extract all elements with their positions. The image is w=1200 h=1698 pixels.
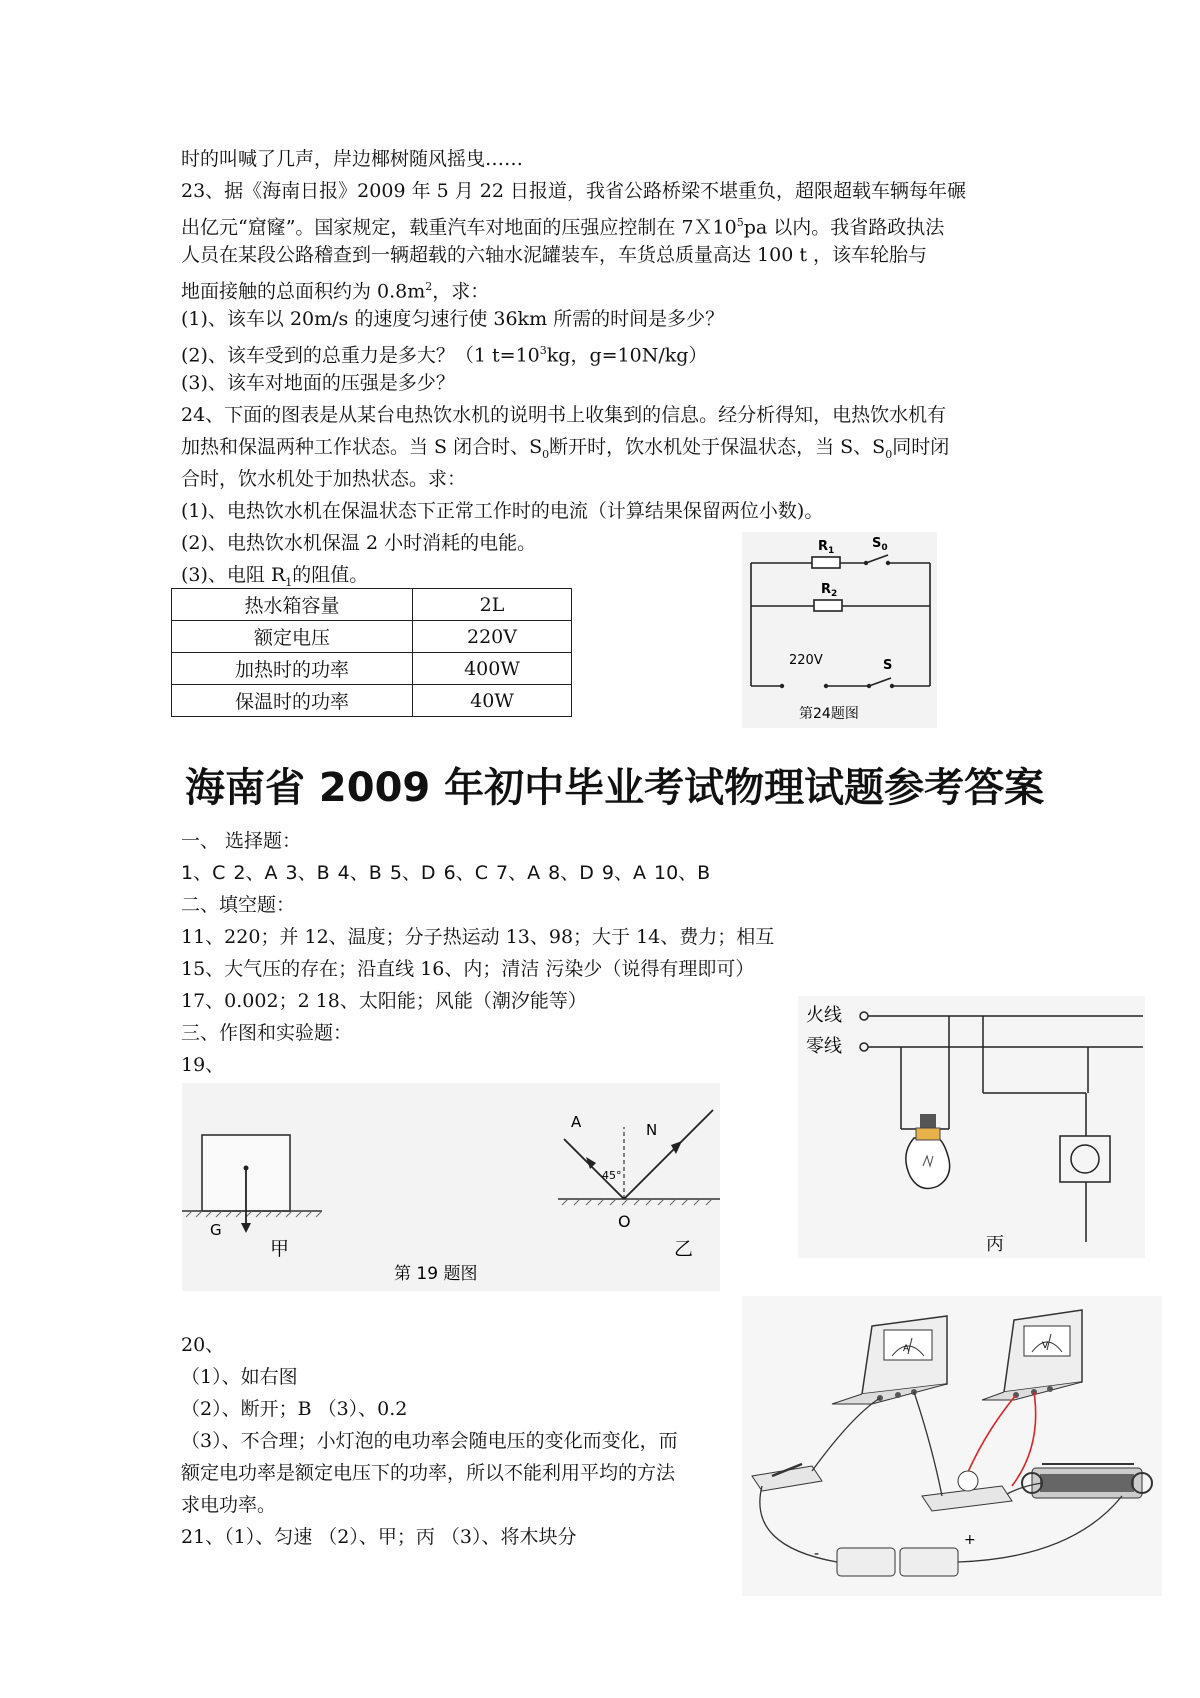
- q24-part-2: (2)、电热饮水机保温 2 小时消耗的电能。: [181, 532, 537, 554]
- q24-line-2: 加热和保温两种工作状态。当 S 闭合时、$S_0$断开时，饮水机处于保温状态，当 S、$S_0$同时闭: [181, 436, 950, 461]
- mc-answers: 1、C 2、A 3、B 4、B 5、D 6、C 7、A 8、D 9、A 10、B: [181, 862, 711, 884]
- q20-apparatus-diagram: [742, 1296, 1162, 1596]
- fig-yi-label: 乙: [674, 1238, 694, 1260]
- section-3-heading: 三、作图和实验题：: [181, 1022, 353, 1044]
- q24-line-1: 24、下面的图表是从某台电热饮水机的说明书上收集到的信息。经分析得知，电热饮水机有: [181, 404, 947, 426]
- q20-answer-1: （1）、如右图: [181, 1366, 298, 1388]
- table-cell: 加热时的功率: [172, 653, 413, 685]
- angle-label: 45°: [602, 1169, 622, 1182]
- r2-label: $R_2$: [821, 582, 838, 599]
- q20-answer-3b: 额定电功率是额定电压下的功率，所以不能利用平均的方法: [181, 1462, 676, 1484]
- voltage-label: 220V: [789, 653, 823, 668]
- answers-title: 海南省 2009 年初中毕业考试物理试题参考答案: [185, 765, 1045, 811]
- table-cell: 400W: [413, 653, 572, 685]
- q24-part-3: (3)、电阻 $R_1$的阻值。: [181, 564, 369, 589]
- neutral-wire-label: 零线: [806, 1036, 842, 1057]
- q19-label: 19、: [181, 1054, 225, 1076]
- household-wiring-diagram: [798, 996, 1145, 1258]
- q23-part-3: (3)、该车对地面的压强是多少？: [181, 372, 455, 394]
- fig24-caption: 第24题图: [799, 706, 859, 722]
- fig-jia-label: 甲: [270, 1238, 290, 1260]
- live-wire-label: 火线: [806, 1005, 842, 1026]
- fill-answers-3: 17、0.002；2 18、太阳能；风能（潮汐能等）: [181, 990, 587, 1012]
- q23-part-2: (2)、该车受到的总重力是多大？（1 $t=10^3kg$，g=10N/kg）: [181, 344, 708, 367]
- q23-line-1: 23、据《海南日报》2009 年 5 月 22 日报道，我省公路桥梁不堪重负，超限超载车辆每年碾: [181, 180, 966, 202]
- svg-text:A: A: [903, 1344, 910, 1354]
- q20-label: 20、: [181, 1334, 225, 1356]
- gravity-label: G: [210, 1221, 222, 1239]
- table-row: [172, 685, 572, 717]
- table-cell: 220V: [413, 621, 572, 653]
- fig-bing-label: 丙: [986, 1234, 1004, 1255]
- table-row: [172, 621, 572, 653]
- section-2-heading: 二、填空题：: [181, 894, 296, 916]
- q24-circuit-diagram: [742, 532, 937, 728]
- q22-tail-line: 时的叫喊了几声，岸边椰树随风摇曳……: [181, 148, 524, 170]
- spec-table: [171, 588, 572, 717]
- rheostat-icon: [1022, 1464, 1152, 1498]
- table-cell: 额定电压: [172, 621, 413, 653]
- table-row: [172, 653, 572, 685]
- fig19-diagram: [182, 1083, 720, 1291]
- svg-text:V: V: [1042, 1341, 1049, 1351]
- s0-label: $S_0$: [872, 536, 888, 553]
- q21-answers: 21、（1）、匀速 （2）、甲；丙 （3）、将木块分: [181, 1526, 577, 1548]
- point-o-label: O: [618, 1212, 631, 1231]
- q20-answer-3c: 求电功率。: [181, 1494, 277, 1516]
- table-cell: 保温时的功率: [172, 685, 413, 717]
- s-label: S: [883, 658, 893, 673]
- fig19-caption: 第 19 题图: [394, 1264, 478, 1284]
- q23-line-2: 出亿元“窟窿”。国家规定，载重汽车对地面的压强应控制在 $7X10^5pa$ 以内。我省路政执法: [181, 216, 945, 239]
- table-cell: 2L: [413, 589, 572, 621]
- ray-a-label: A: [571, 1113, 582, 1131]
- q24-part-1: (1)、电热饮水机在保温状态下正常工作时的电流（计算结果保留两位小数)。: [181, 500, 824, 522]
- table-cell: 40W: [413, 685, 572, 717]
- svg-text:-: -: [814, 1546, 820, 1562]
- normal-n-label: N: [646, 1121, 658, 1139]
- q20-answer-2: （2）、断开；B （3）、0.2: [181, 1398, 408, 1420]
- svg-text:+: +: [964, 1532, 976, 1548]
- q23-part-1: (1)、该车以 20m/s 的速度匀速行使 36km 所需的时间是多少？: [181, 308, 725, 330]
- fill-answers-1: 11、220；并 12、温度；分子热运动 13、98；大于 14、费力；相互: [181, 926, 775, 948]
- q20-answer-3a: （3）、不合理；小灯泡的电功率会随电压的变化而变化，而: [181, 1430, 678, 1452]
- section-1-heading: 一、 选择题：: [181, 830, 302, 852]
- fill-answers-2: 15、大气压的存在；沿直线 16、内；清洁 污染少（说得有理即可）: [181, 958, 755, 980]
- table-row: [172, 589, 572, 621]
- table-cell: 热水箱容量: [172, 589, 413, 621]
- q23-line-4: 地面接触的总面积约为 $0.8m^2$，求：: [181, 280, 490, 303]
- q24-line-3: 合时，饮水机处于加热状态。求：: [181, 468, 467, 490]
- r1-label: $R_1$: [818, 539, 835, 556]
- q23-line-3: 人员在某段公路稽查到一辆超载的六轴水泥罐装车，车货总质量高达 100 t ，该车轮胎与: [181, 244, 928, 266]
